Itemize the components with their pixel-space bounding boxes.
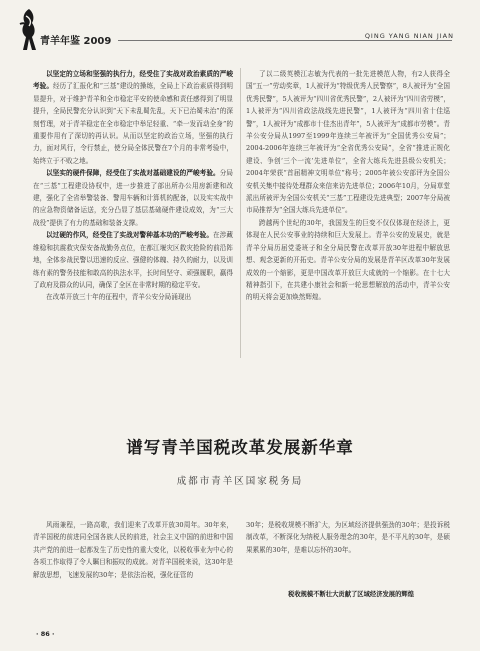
header-rule (118, 40, 452, 41)
left-column (33, 68, 233, 304)
brand-year: 2009 (83, 36, 112, 47)
paragraph: 风雨兼程，一路高歌，我们迎来了改革开放30周年。30年来，青羊国税的前进同全国各族人民的前进，社会主义中国的前进和中国共产党的前进一起都发生了历史性的重大变化，以税收事业为中心的各项工作取得了令人瞩目和振叹的成就。对青羊国税来说，这30年是解放思想，飞速发展的30年；是依法治税，强化征管的 (33, 521, 233, 579)
header-pinyin: QING YANG NIAN JIAN (361, 32, 454, 40)
paragraph-text: 在涉藏维稳和抗震救灾保安备战勤务点位，在都江堰灾区救灾抢险的前沿阵地，全体参战民警以迅速的反应、强健的体魄、持久的耐力，以及训练有素的警务技能和敢高的执法水平，长时间坚守、顽强履职，赢得了政府及群众的认同，确保了全区在非常时期的稳定平安。 (33, 231, 234, 289)
paragraph: 在改革开放三十年的征程中，青羊公安分局涌现出 (46, 293, 192, 302)
paragraph-text: 分局在“三基”工程建设协权中，进一步推进了部出所办公用房新建和改建，强化了全省举警装备、警用车辆和计算机的配备，以及实实战中的应急物资储备运送，充分凸显了基层基础硬件建设成效，为“三大战役”提供了有力的基础和装备支撑。 (33, 169, 234, 227)
paragraph (33, 68, 233, 167)
paragraph-lead: 以坚实的硬件保障，经受住了实战对基础建设的严峻考验。 (46, 169, 220, 178)
yearbook-brand (40, 32, 111, 47)
paragraph-lead: 以坚定的立场和坚强的执行力，经受住了实战对政治素质的严峻考验。 (33, 70, 233, 91)
paragraph: 了以二级英模江志敏为代表的一批先进模范人物，有2人获得全国“五一”劳动奖章，1人被评为“特级优秀人民警察”，8人被评为“全国优秀民警”，5人被评为“四川省优秀民警”，2人被评为“四川省劳模”，1人被评为“四川省政法战线先进民警”，1人被评为“四川省十佳巡警”，1人被评为“成都市十佳杰出青年”，5人被评为“成都市劳模”。青羊公安分局从1997至1999年连续三年被评为“全国优秀公安局”；2004-2006年连续三年被评为“全省优秀公安局”，全省“推进正规化建设、争创‘三个一流’先进单位”，全省大练兵先进县级公安机关；2004年荣获“首届精神文明单位”称号；2005年被公安部评为全国公安机关集中接待处理群众来信来访先进单位；2006年10月，分局草堂派出所被评为全国公安机关“三基”工程建设先进典型；2007年分局被市局推荐为“全国大练兵先进单位”。 (246, 70, 450, 215)
right-column (246, 68, 450, 304)
paragraph-text: 经历了汇报化和“三基”建设的操练，全局上下政治素质得到明显提升，对于维护青羊和全市稳定平安的使命感和责任感得到了明显提升，全局民警充分认识到“天下未乱蜀先乱，天下已治蜀未治”的深刻哲理，对于青羊稳定在全市稳定中举足轻重、“牵一发而动全身”的重要作用有了深切的再认识。从而以坚定的政治立场，坚强的执行力，面对风行，令行禁止，使分局全体民警在7个月的非常考验中，始终立于不败之地。 (33, 82, 233, 165)
brand-name: 青羊年鉴 (40, 36, 80, 47)
paragraph (33, 229, 233, 291)
paragraph: 跨越两个世纪的30年，我国发生的巨变不仅仅体现在经济上，更体现在人民公安事业的持续和巨大发展上。青羊公安的发展史，就是青羊分局历届党委班子和全分局民警在改革开放30年进程中解放思想、观念更新的开拓史。青羊公安分局的发展是青羊区改革30年发展成效的一个缩影，更是中国改革开放巨大成就的一个缩影。在十七大精神指引下，在共建小康社会和新一轮思想解放的活动中，青羊公安的明天将会更加焕然辉煌。 (246, 218, 450, 302)
section-subheading: 税收规模不断壮大贡献了区域经济发展的辉煌 (288, 591, 414, 598)
page-number: · 86 · (36, 630, 55, 638)
paragraph-lead: 以过硬的作风，经受住了实战对警种基本功的严峻考验。 (46, 231, 214, 240)
article-author: 成都市青羊区国家税务局 (176, 476, 304, 487)
dancer-logo-icon (18, 6, 40, 52)
paragraph: 30年；是税收规模不断扩大，为区域经济提供强劲的30年；是投诉税制改革，不断深化为纳税人服务理念的30年，是不平凡的30年，是硕果累累的30年，是难以忘怀的30年。 (246, 521, 450, 554)
page-header (0, 0, 480, 58)
column-divider (240, 68, 241, 358)
article-title: 谱写青羊国税改革发展新华章 (126, 438, 354, 457)
article-left-column (33, 519, 233, 581)
paragraph (33, 167, 233, 229)
article-right-column (246, 519, 450, 556)
